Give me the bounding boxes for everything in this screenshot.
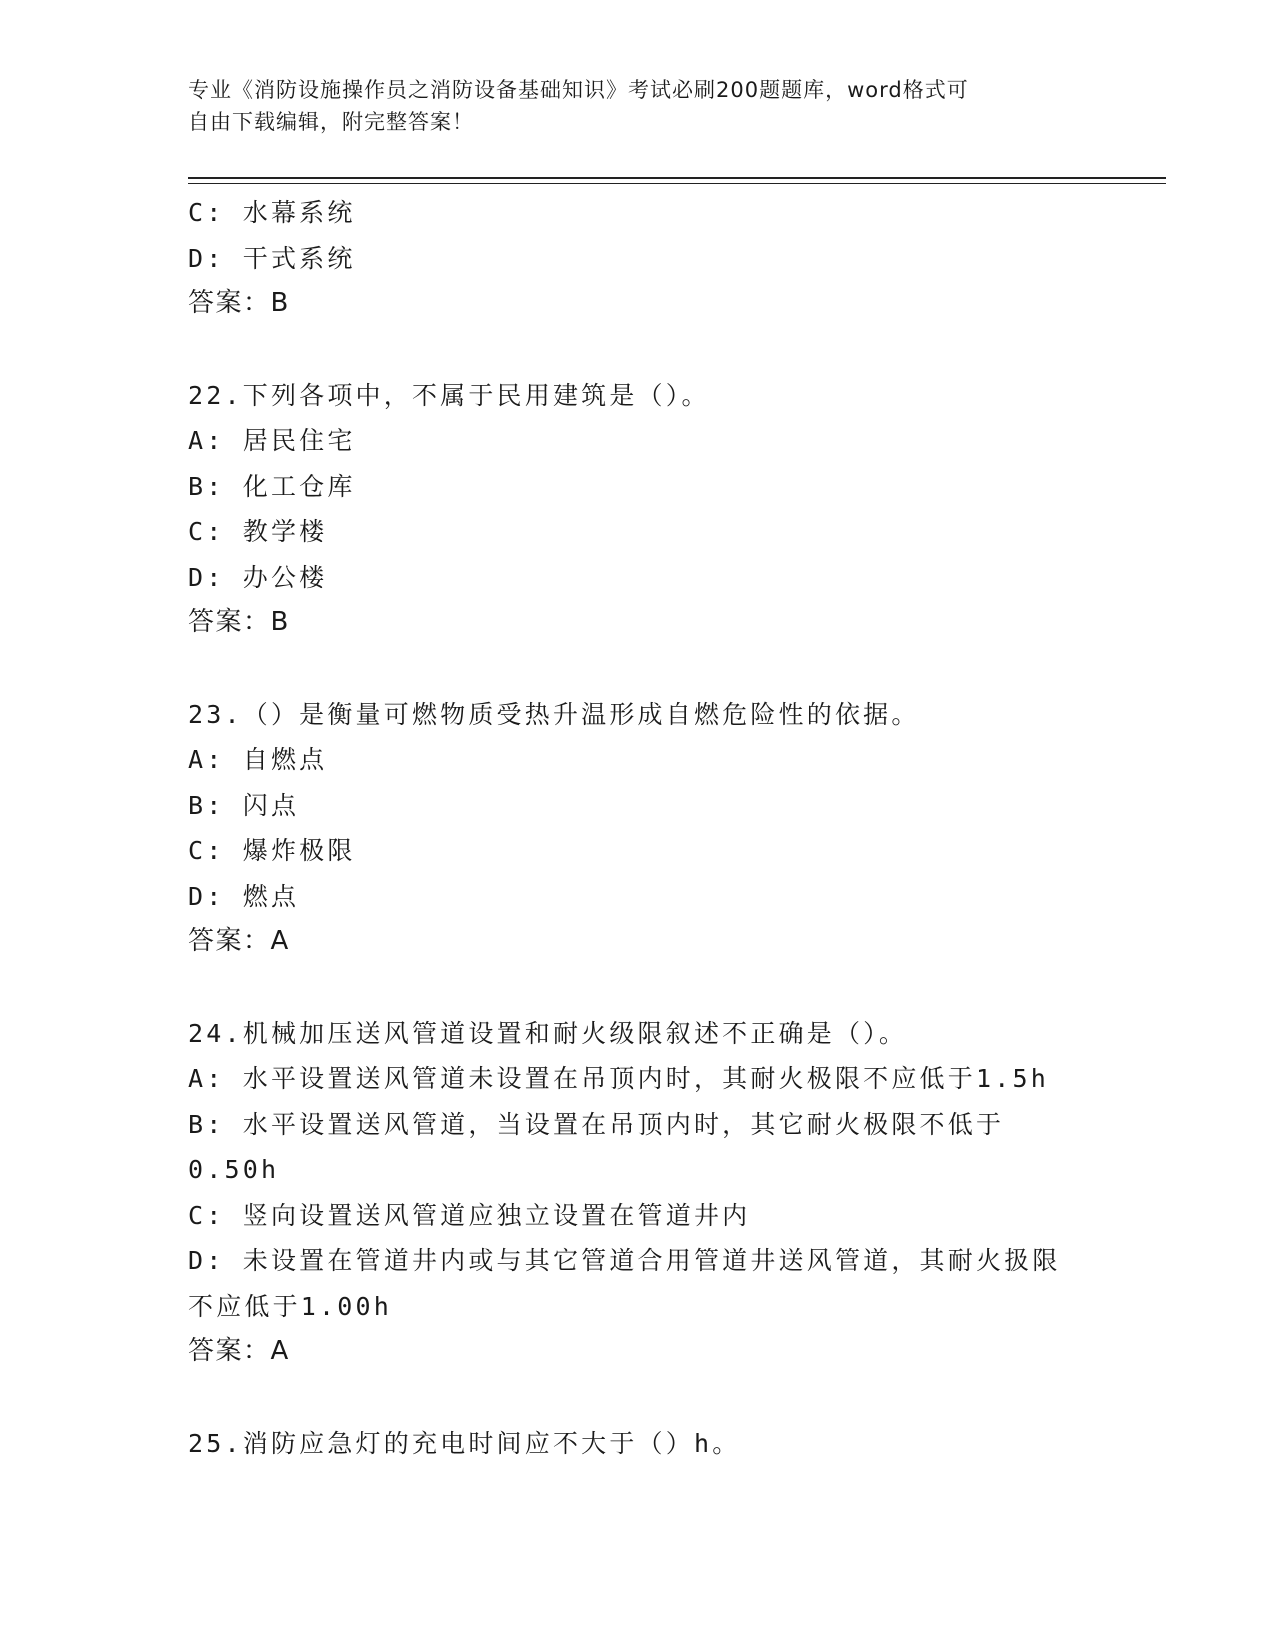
option-c: C: 教学楼	[188, 517, 328, 546]
option-c: C: 竖向设置送风管道应独立设置在管道井内	[188, 1200, 751, 1230]
previous-question-tail	[188, 190, 1108, 327]
answer-line: 答案：A	[188, 1336, 290, 1366]
header-line-2: 自由下载编辑，附完整答案！	[188, 110, 474, 134]
option-b-continued: 0.50h	[188, 1155, 280, 1184]
spacer	[188, 646, 1108, 692]
option-c: C: 爆炸极限	[188, 836, 356, 865]
spacer	[188, 327, 1108, 373]
option-b: B: 化工仓库	[188, 471, 356, 501]
option-b: B: 水平设置送风管道，当设置在吊顶内时，其它耐火极限不低于	[188, 1109, 1005, 1139]
question-23	[188, 692, 1108, 965]
option-d: D: 燃点	[188, 881, 300, 911]
option-a: A: 居民住宅	[188, 426, 356, 455]
question-25	[188, 1421, 1108, 1467]
question-stem: 24.机械加压送风管道设置和耐火级限叙述不正确是（）。	[188, 1018, 908, 1048]
option-c: C: 水幕系统	[188, 198, 356, 227]
option-d: D: 办公楼	[188, 562, 328, 592]
option-a: A: 自燃点	[188, 745, 328, 774]
answer-line: 答案：B	[188, 288, 290, 318]
question-stem: 22.下列各项中，不属于民用建筑是（）。	[188, 380, 710, 410]
header-divider-thick	[188, 177, 1166, 179]
answer-line: 答案：A	[188, 926, 290, 956]
spacer	[188, 1375, 1108, 1421]
option-d: D: 干式系统	[188, 243, 356, 273]
question-list	[188, 190, 1108, 1466]
spacer	[188, 965, 1108, 1011]
question-stem: 23.（）是衡量可燃物质受热升温形成自燃危险性的依据。	[188, 699, 920, 729]
question-24	[188, 1011, 1108, 1375]
document-header	[188, 74, 1088, 138]
option-d-continued: 不应低于1.00h	[188, 1291, 393, 1321]
answer-line: 答案：B	[188, 607, 290, 637]
option-d: D: 未设置在管道井内或与其它管道合用管道井送风管道，其耐火扱限	[188, 1246, 1061, 1275]
header-line-1: 专业《消防设施操作员之消防设备基础知识》考试必刷200题题库，word格式可	[188, 78, 969, 102]
option-b: B: 闪点	[188, 790, 300, 820]
header-divider-thin	[188, 183, 1166, 184]
option-a: A: 水平设置送风管道未设置在吊顶内时，其耐火极限不应低于1.5h	[188, 1064, 1049, 1093]
question-22	[188, 373, 1108, 646]
question-stem: 25.消防应急灯的充电时间应不大于（）h。	[188, 1428, 741, 1458]
